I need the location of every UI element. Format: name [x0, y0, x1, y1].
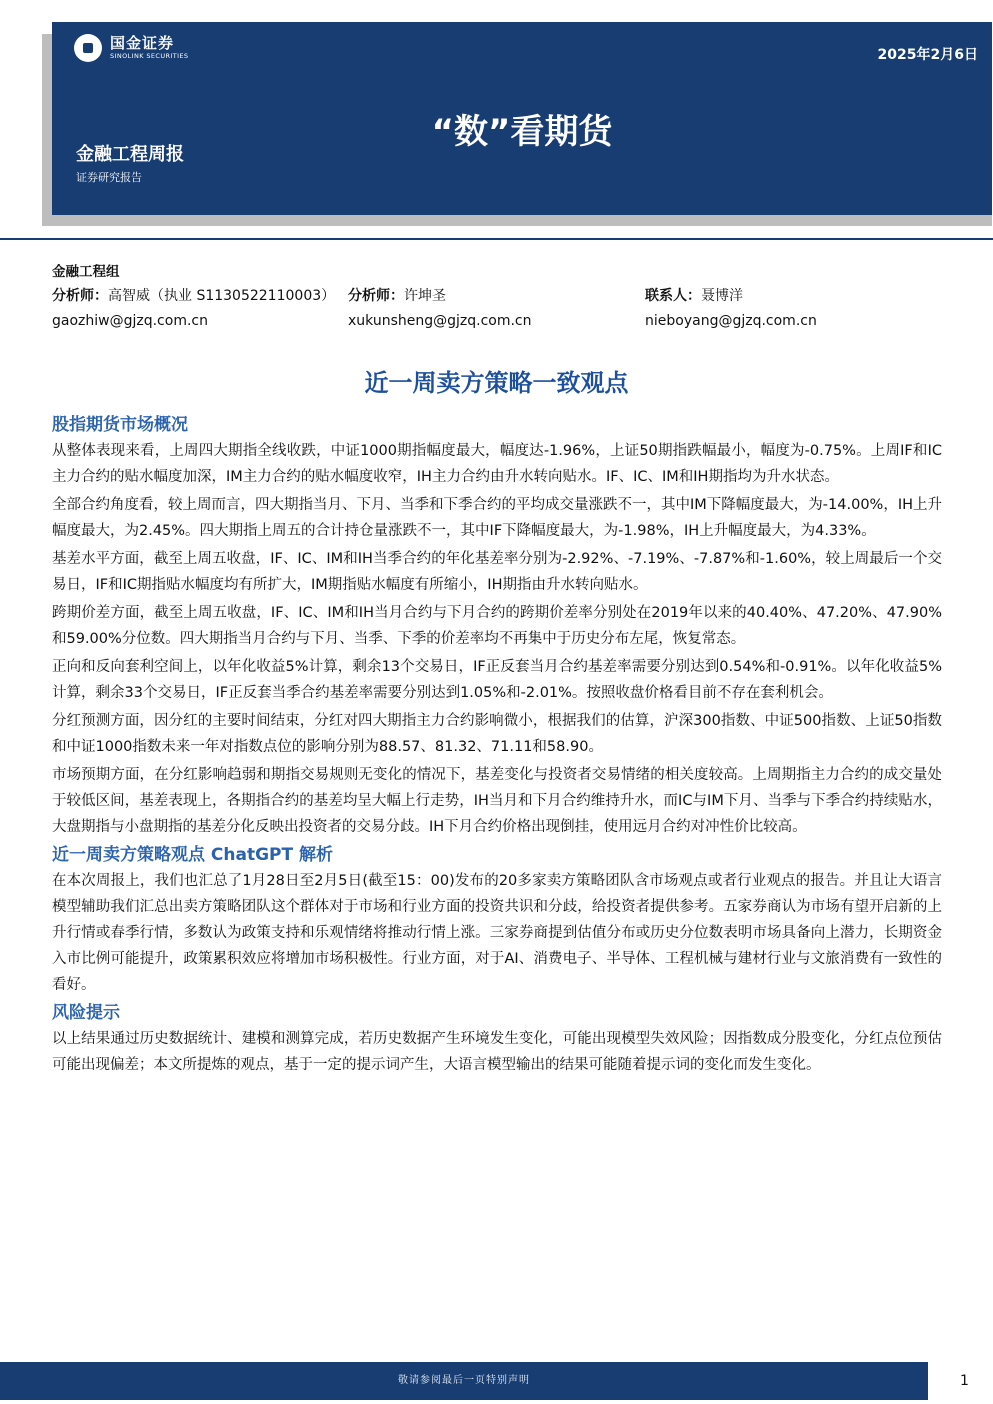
analyst-2 — [348, 285, 446, 305]
section-heading-chatgpt: 近一周卖方策略观点 ChatGPT 解析 — [52, 845, 334, 865]
email-3[interactable]: nieboyang@gjzq.com.cn — [645, 313, 817, 329]
analyst-1-role: 分析师： — [52, 288, 108, 304]
header-divider — [0, 238, 993, 240]
brand-name-cn: 国金证券 — [110, 34, 175, 52]
footer-disclaimer: 敬请参阅最后一页特别声明 — [398, 1375, 530, 1386]
section-heading-risk: 风险提示 — [52, 1003, 120, 1023]
paragraph: 跨期价差方面，截至上周五收盘，IF、IC、IM和IH当月合约与下月合约的跨期价差率分别处在2019年以来的40.40%、47.20%、47.90%和59.00%分位数。四大期指当月合约与下月、当季、下季的价差率均不再集中于历史分布左尾，恢复常态。 — [52, 605, 942, 647]
analyst-2-role: 分析师： — [348, 288, 404, 304]
paragraph: 分红预测方面，因分红的主要时间结束，分红对四大期指主力合约影响微小，根据我们的估算，沪深300指数、中证500指数、上证50指数和中证1000指数未来一年对指数点位的影响分别为88.57、81.32、71.11和58.90。 — [52, 713, 942, 755]
document-title: 近一周卖方策略一致观点 — [364, 369, 629, 397]
contact-name: 聂博洋 — [701, 288, 743, 304]
analyst-1 — [52, 285, 335, 305]
analyst-2-name: 许坤圣 — [404, 288, 446, 304]
paragraph: 市场预期方面，在分红影响趋弱和期指交易规则无变化的情况下，基差变化与投资者交易情绪的相关度较高。上周期指主力合约的成交量处于较低区间，基差表现上，各期指合约的基差均呈大幅上行走势，IH当月和下月合约维持升水，而IC与IM下月、当季与下季合约持续贴水，大盘期指与小盘期指的基差分化反映出投资者的交易分歧。IH下月合约价格出现倒挂，使用远月合约对冲性价比较高。 — [52, 767, 942, 835]
report-date: 2025年2月6日 — [877, 47, 978, 63]
email-2[interactable]: xukunsheng@gjzq.com.cn — [348, 313, 532, 329]
paragraph: 全部合约角度看，较上周而言，四大期指当月、下月、当季和下季合约的平均成交量涨跌不一，其中IM下降幅度最大，为-14.00%，IH上升幅度最大，为2.45%。四大期指上周五的合计持仓量涨跌不一，其中IF下降幅度最大，为-1.98%，IH上升幅度最大，为4.33%。 — [52, 497, 942, 539]
report-header — [52, 22, 992, 215]
report-series: 金融工程周报 — [76, 144, 184, 165]
paragraph: 在本次周报上，我们也汇总了1月28日至2月5日(截至15：00)发布的20多家卖方策略团队含市场观点或者行业观点的报告。并且让大语言模型辅助我们汇总出卖方策略团队这个群体对于市场和行业方面的投资共识和分歧，给投资者提供参考。五家券商认为市场有望开启新的上升行情或春季行情，多数认为政策支持和乐观情绪将推动行情上涨。三家券商提到估值分布或历史分位数表明市场具备向上潜力，长期资金入市比例可能提升，政策累积效应将增加市场积极性。行业方面，对于AI、消费电子、半导体、工程机械与建材行业与文旅消费有一致性的看好。 — [52, 873, 942, 993]
email-1[interactable]: gaozhiw@gjzq.com.cn — [52, 313, 208, 329]
report-title: “数”看期货 — [431, 112, 613, 152]
paragraph: 正向和反向套利空间上，以年化收益5%计算，剩余13个交易日，IF正反套当月合约基差率需要分别达到0.54%和-0.91%。以年化收益5%计算，剩余33个交易日，IF正反套当季合约基差率需要分别达到1.05%和-2.01%。按照收盘价格看目前不存在套利机会。 — [52, 659, 942, 701]
paragraph: 以上结果通过历史数据统计、建模和测算完成，若历史数据产生环境发生变化，可能出现模型失效风险；因指数成分股变化，分红点位预估可能出现偏差；本文所提炼的观点，基于一定的提示词产生，大语言模型输出的结果可能随着提示词的变化而发生变化。 — [52, 1031, 942, 1073]
report-type: 证券研究报告 — [76, 171, 142, 184]
analyst-1-name: 高智威（执业 S1130522110003） — [108, 288, 336, 304]
contact — [645, 285, 743, 305]
report-body — [52, 412, 942, 1080]
logo-icon — [74, 34, 102, 62]
contact-role: 联系人： — [645, 288, 701, 304]
brand-logo — [74, 34, 188, 62]
paragraph: 从整体表现来看，上周四大期指全线收跌，中证1000期指幅度最大，幅度达-1.96%，上证50期指跌幅最小，幅度为-0.75%。上周IF和IC主力合约的贴水幅度加深，IM主力合约的贴水幅度收窄，IH主力合约由升水转向贴水。IF、IC、IM和IH期指均为升水状态。 — [52, 443, 942, 485]
brand-name-en: SINOLINK SECURITIES — [110, 52, 189, 60]
paragraph: 基差水平方面，截至上周五收盘，IF、IC、IM和IH当季合约的年化基差率分别为-2.92%、-7.19%、-7.87%和-1.60%，较上周最后一个交易日，IF和IC期指贴水幅度均有所扩大，IM期指贴水幅度有所缩小，IH期指由升水转向贴水。 — [52, 551, 942, 593]
section-heading-futures: 股指期货市场概况 — [52, 415, 188, 435]
team-name: 金融工程组 — [52, 264, 120, 280]
page-number: 1 — [960, 1373, 969, 1389]
